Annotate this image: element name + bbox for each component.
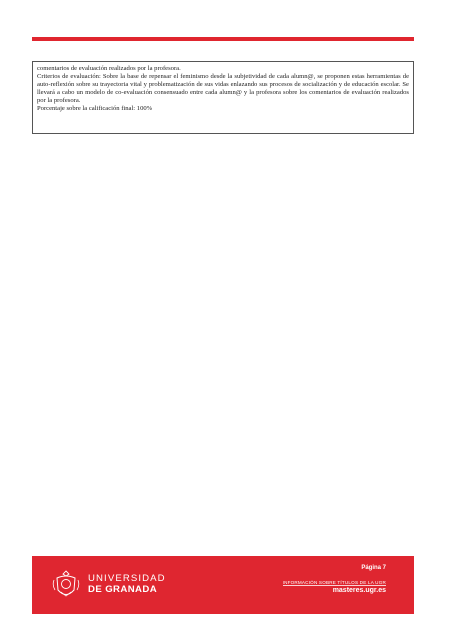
evaluation-box: [32, 61, 414, 134]
evaluation-criteria-paragraph: Criterios de evaluación: Sobre la base de repensar el feminismo desde la subjetividad de cada alumn@, se proponen estas herramientas de auto-reflexión sobre su trayectoria vital y problematización de sus vidas enlazando sus procesos de socialización y de educación escolar. Se llevará a cabo un modelo de co-evaluación consensuado entre cada alumn@ y la profesora sobre los comentarios de evaluación realizados por la profesora.: [37, 73, 409, 105]
university-logotype: [88, 573, 166, 595]
info-link[interactable]: INFORMACIÓN SOBRE TÍTULOS DE LA UGR: [282, 580, 386, 585]
university-crest-icon: [52, 570, 80, 600]
header-rule: [32, 37, 414, 41]
university-name-line-1: UNIVERSIDAD: [88, 573, 166, 584]
page-number: Página 7: [361, 565, 386, 571]
university-name-line-2: DE GRANADA: [88, 584, 158, 595]
footer-band: [32, 556, 414, 614]
evaluation-comment-line: comentarios de evaluación realizados por la profesora.: [37, 65, 181, 72]
website-link[interactable]: masteres.ugr.es: [332, 587, 386, 594]
grade-percentage-line: Porcentaje sobre la calificación final: 100%: [37, 105, 153, 113]
